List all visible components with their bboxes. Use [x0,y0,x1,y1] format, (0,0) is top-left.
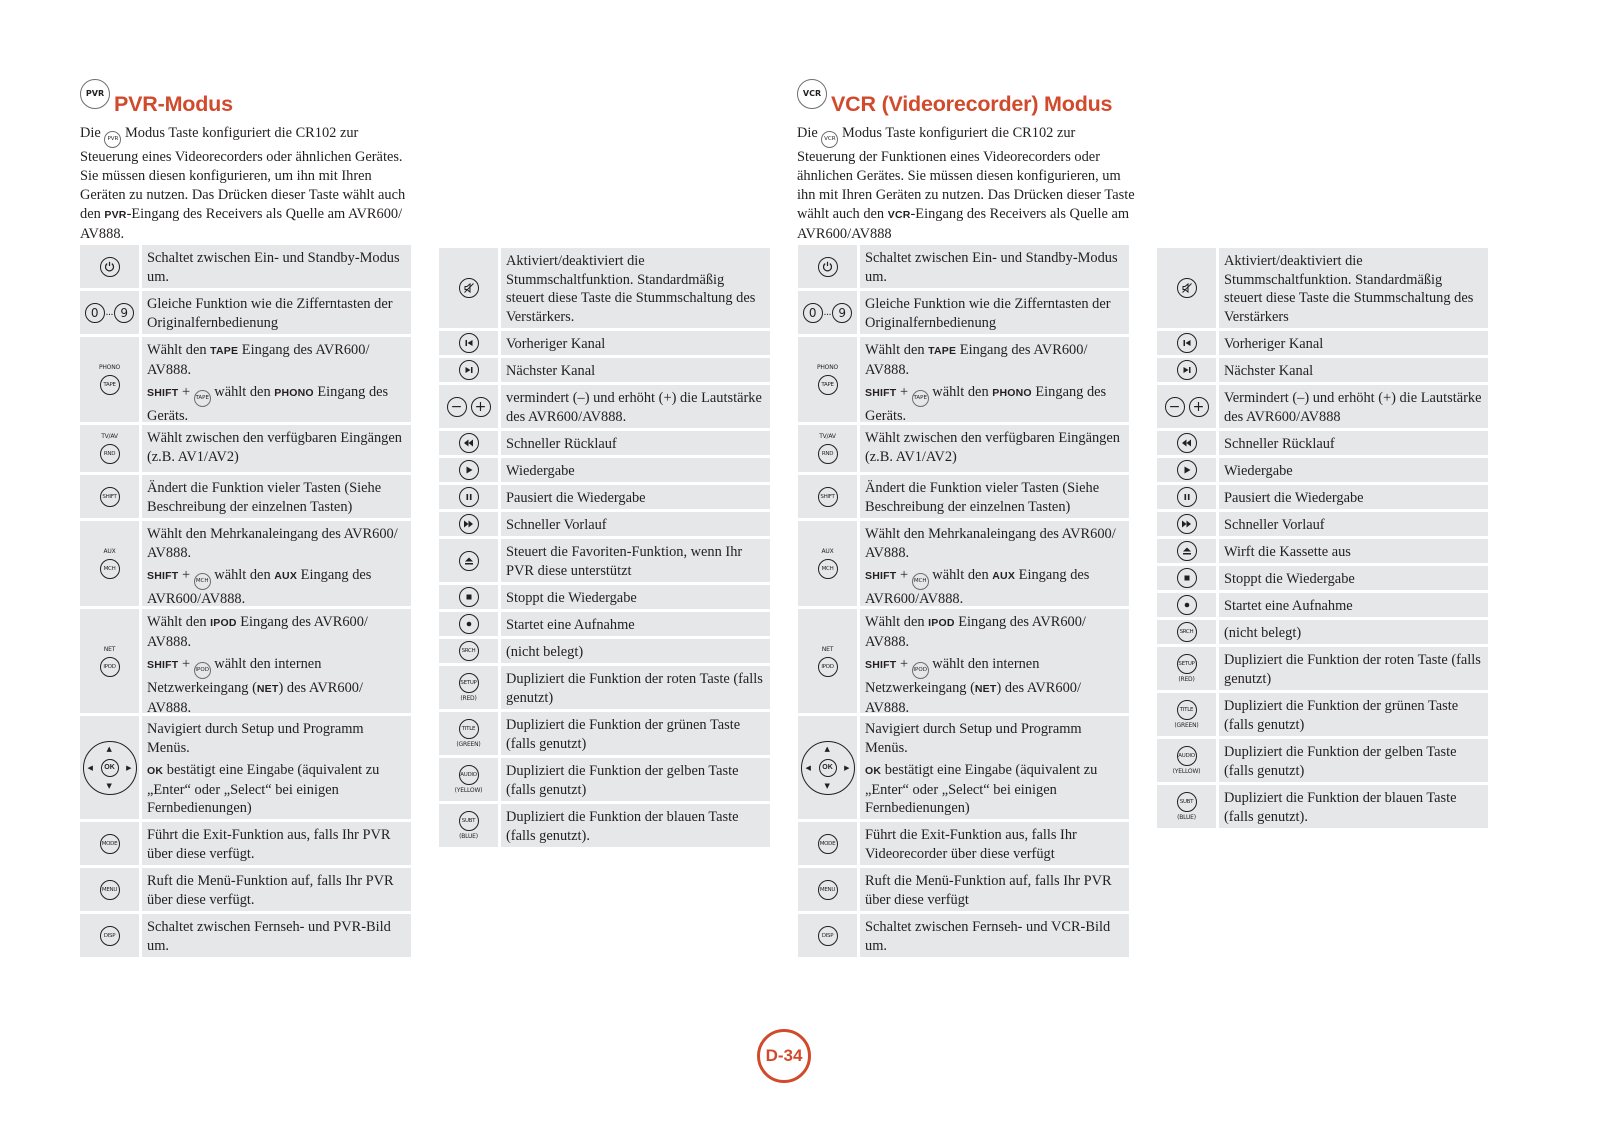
navigation-pad-icon: ▲ ▼ ◀ ▶ OK [83,741,137,795]
digit-keys-icon: 0 ... 9 [85,303,135,323]
rnd-icon: RND [818,444,838,464]
mute-icon [1177,278,1197,298]
pvr-right-table [439,248,770,850]
tape-icon: TAPE [100,375,120,395]
table-row: Aktiviert/deaktiviert die Stummschaltfunktion. Standardmäßig steuert diese Taste die Stummschaltung des Verstärkers [1157,248,1488,328]
table-row: ▲ ▼ ◀ ▶ OK Navigiert durch Setup und Programm Menüs. OK bestätigt eine Eingabe (äquivalent zu „Enter“ oder „Select“ bei einigen Fernbedienungen) [798,716,1129,819]
title-icon: TITLE [1177,700,1197,720]
rewind-icon [459,433,479,453]
next-icon [1177,360,1197,380]
table-row: − + vermindert (–) und erhöht (+) die Lautstärke des AVR600/AV888. [439,385,770,428]
pause-icon [1177,487,1197,507]
table-row: SETUP (RED) Dupliziert die Funktion der roten Taste (falls genutzt) [439,666,770,709]
table-row: SHIFT Ändert die Funktion vieler Tasten (Siehe Beschreibung der einzelnen Tasten) [80,475,411,518]
previous-icon [459,333,479,353]
stop-icon [1177,568,1197,588]
mute-icon [459,278,479,298]
vcr-right-table [1157,248,1488,831]
vcr-intro: Die VCR Modus Taste konfiguriert die CR102 zur Steuerung der Funktionen eines Videorecorders oder ähnlichen Gerätes. Sie müssen diesen konfigurieren, um ihn mit Ihren Geräten zu nutzen. Das Drücken dieser Taste wählt auch den VCR-Eingang des Receivers als Quelle am AVR600/AV888 [797,125,1135,242]
disp-icon: DISP [100,926,120,946]
mode-icon: MODE [818,834,838,854]
table-row: Pausiert die Wiedergabe [439,485,770,509]
ipod-icon: IPOD [912,662,929,679]
volume-icon: − + [447,397,491,417]
menu-icon: MENU [818,880,838,900]
table-row: Schneller Vorlauf [1157,512,1488,536]
table-row: MENU Ruft die Menü-Funktion auf, falls Ihr PVR über diese verfügt [798,868,1129,911]
table-row: TV/AV RND Wählt zwischen den verfügbaren Eingängen (z.B. AV1/AV2) [80,425,411,472]
fast-forward-icon [459,514,479,534]
table-row: Nächster Kanal [439,358,770,382]
fast-forward-icon [1177,514,1197,534]
table-row: SRCH (nicht belegt) [439,639,770,663]
table-row: Aktiviert/deaktiviert die Stummschaltfunktion. Standardmäßig steuert diese Taste die Stummschaltung des Verstärkers. [439,248,770,328]
ipod-icon: IPOD [100,657,120,677]
table-row: SUBT (BLUE) Dupliziert die Funktion der blauen Taste (falls genutzt). [439,804,770,847]
previous-icon [1177,333,1197,353]
table-row: NET IPOD Wählt den IPOD Eingang des AVR600/ AV888. SHIFT + IPOD wählt den internen Netzwerkeingang (NET) des AVR600/ AV888. [798,609,1129,713]
eject-icon [459,551,479,571]
table-row: MODE Führt die Exit-Funktion aus, falls Ihr PVR über diese verfügt. [80,822,411,865]
setup-icon: SETUP [459,673,479,693]
audio-icon: AUDIO [1177,746,1197,766]
tape-icon: TAPE [194,390,211,407]
srch-icon: SRCH [459,641,479,661]
table-row: Wirft die Kassette aus [1157,539,1488,563]
ipod-icon: IPOD [818,657,838,677]
power-icon [818,257,838,277]
table-row: Pausiert die Wiedergabe [1157,485,1488,509]
audio-icon: AUDIO [459,765,479,785]
subt-icon: SUBT [459,811,479,831]
table-row: 0 ... 9 Gleiche Funktion wie die Zifferntasten der Originalfernbedienung [80,291,411,334]
table-row: TITLE (GREEN) Dupliziert die Funktion der grünen Taste (falls genutzt) [1157,693,1488,736]
mch-icon: MCH [194,573,211,590]
table-row: PHONO TAPE Wählt den TAPE Eingang des AVR600/ AV888. SHIFT + TAPE wählt den PHONO Eingang des Geräts. [80,337,411,422]
table-row: SETUP (RED) Dupliziert die Funktion der roten Taste (falls genutzt) [1157,647,1488,690]
play-icon [1177,460,1197,480]
mch-icon: MCH [818,559,838,579]
page-number: D-34 [757,1029,811,1083]
vcr-mode-icon: VCR [797,79,827,109]
table-row: Startet eine Aufnahme [439,612,770,636]
table-row: SHIFT Ändert die Funktion vieler Tasten (Siehe Beschreibung der einzelnen Tasten) [798,475,1129,518]
table-row: Stoppt die Wiedergabe [439,585,770,609]
table-row: Wiedergabe [439,458,770,482]
table-row: Schneller Vorlauf [439,512,770,536]
pvr-mode-icon: PVR [80,79,110,109]
disp-icon: DISP [818,926,838,946]
vcr-left-table [798,245,1129,960]
table-row: Nächster Kanal [1157,358,1488,382]
subt-icon: SUBT [1177,792,1197,812]
table-row: AUX MCH Wählt den Mehrkanaleingang des AVR600/ AV888. SHIFT + MCH wählt den AUX Eingang des AVR600/AV888. [80,521,411,606]
ipod-icon: IPOD [194,662,211,679]
table-row: Steuert die Favoriten-Funktion, wenn Ihr PVR diese unterstützt [439,539,770,582]
shift-icon: SHIFT [818,487,838,507]
table-row: Vorheriger Kanal [439,331,770,355]
next-icon [459,360,479,380]
mch-icon: MCH [100,559,120,579]
record-icon [1177,595,1197,615]
pvr-title: PVR-Modus [114,92,233,116]
table-row: Wiedergabe [1157,458,1488,482]
shift-icon: SHIFT [100,487,120,507]
pvr-heading [80,82,233,117]
table-row: DISP Schaltet zwischen Fernseh- und PVR-Bild um. [80,914,411,957]
power-icon [100,257,120,277]
rnd-icon: RND [100,444,120,464]
setup-icon: SETUP [1177,654,1197,674]
srch-icon: SRCH [1177,622,1197,642]
pvr-intro: Die PVR Modus Taste konfiguriert die CR102 zur Steuerung eines Videorecorders oder ähnlichen Gerätes. Sie müssen diesen konfigurieren, um ihn mit Ihren Geräten zu nutzen. Das Drücken dieser Taste wählt auch den PVR-Eingang des Receivers als Quelle am AVR600/ AV888. [80,125,406,242]
eject-icon [1177,541,1197,561]
table-row: MODE Führt die Exit-Funktion aus, falls Ihr Videorecorder über diese verfügt [798,822,1129,865]
table-row: Vorheriger Kanal [1157,331,1488,355]
mch-icon: MCH [912,573,929,590]
play-icon [459,460,479,480]
table-row: Schaltet zwischen Ein- und Standby-Modus um. [798,245,1129,288]
record-icon [459,614,479,634]
pvr-left-table [80,245,411,960]
table-row: AUX MCH Wählt den Mehrkanaleingang des AVR600/ AV888. SHIFT + MCH wählt den AUX Eingang des AVR600/AV888. [798,521,1129,606]
digit-keys-icon: 0 ... 9 [803,303,853,323]
vcr-title: VCR (Videorecorder) Modus [831,92,1113,116]
table-row: DISP Schaltet zwischen Fernseh- und VCR-Bild um. [798,914,1129,957]
table-row: MENU Ruft die Menü-Funktion auf, falls Ihr PVR über diese verfügt. [80,868,411,911]
tape-icon: TAPE [912,390,929,407]
vcr-mode-icon: VCR [821,131,838,148]
table-row: SRCH (nicht belegt) [1157,620,1488,644]
table-row: Startet eine Aufnahme [1157,593,1488,617]
table-row: Schneller Rücklauf [439,431,770,455]
tape-icon: TAPE [818,375,838,395]
table-row: TITLE (GREEN) Dupliziert die Funktion der grünen Taste (falls genutzt) [439,712,770,755]
table-row: NET IPOD Wählt den IPOD Eingang des AVR600/ AV888. SHIFT + IPOD wählt den internen Netzwerkeingang (NET) des AVR600/ AV888. [80,609,411,713]
table-row: ▲ ▼ ◀ ▶ OK Navigiert durch Setup und Programm Menüs. OK bestätigt eine Eingabe (äquivalent zu „Enter“ oder „Select“ bei einigen Fernbedienungen) [80,716,411,819]
table-row: TV/AV RND Wählt zwischen den verfügbaren Eingängen (z.B. AV1/AV2) [798,425,1129,472]
title-icon: TITLE [459,719,479,739]
table-row: AUDIO (YELLOW) Dupliziert die Funktion der gelben Taste (falls genutzt) [439,758,770,801]
table-row: 0 ... 9 Gleiche Funktion wie die Zifferntasten der Originalfernbedienung [798,291,1129,334]
table-row: − + Vermindert (–) und erhöht (+) die Lautstärke des AVR600/AV888 [1157,385,1488,428]
vcr-heading [797,82,1112,117]
table-row: Schneller Rücklauf [1157,431,1488,455]
mode-icon: MODE [100,834,120,854]
table-row: AUDIO (YELLOW) Dupliziert die Funktion der gelben Taste (falls genutzt) [1157,739,1488,782]
navigation-pad-icon: ▲ ▼ ◀ ▶ OK [801,741,855,795]
menu-icon: MENU [100,880,120,900]
pvr-mode-icon: PVR [104,131,121,148]
table-row: Stoppt die Wiedergabe [1157,566,1488,590]
volume-icon: − + [1165,397,1209,417]
rewind-icon [1177,433,1197,453]
table-row: PHONO TAPE Wählt den TAPE Eingang des AVR600/ AV888. SHIFT + TAPE wählt den PHONO Eingang des Geräts. [798,337,1129,422]
pause-icon [459,487,479,507]
table-row: SUBT (BLUE) Dupliziert die Funktion der blauen Taste (falls genutzt). [1157,785,1488,828]
table-row: Schaltet zwischen Ein- und Standby-Modus um. [80,245,411,288]
stop-icon [459,587,479,607]
